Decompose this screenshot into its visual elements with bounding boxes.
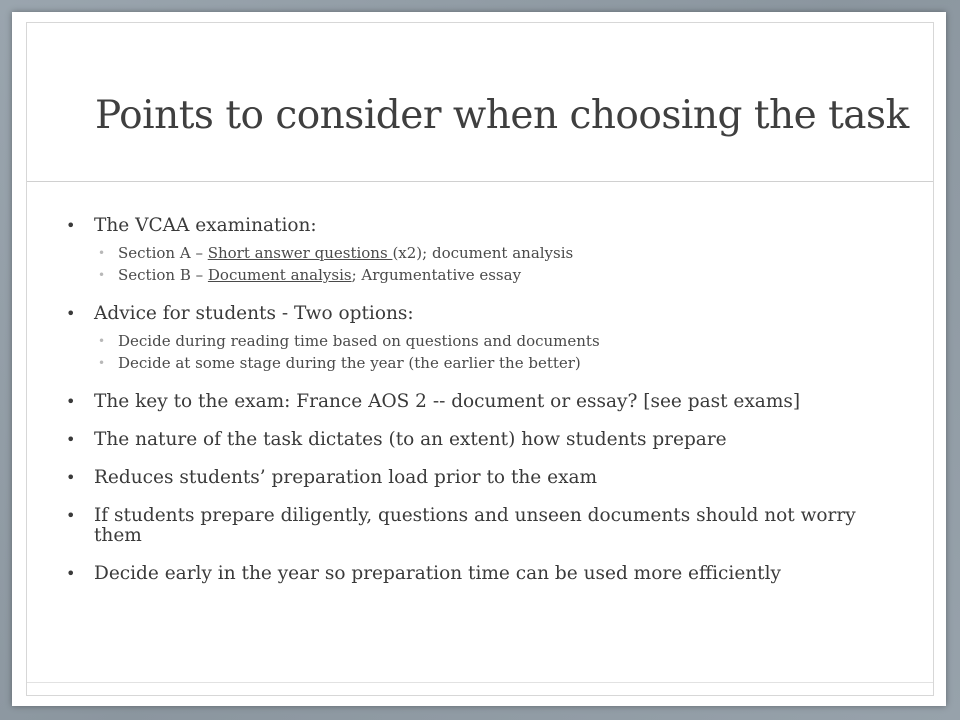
bullet-item [46,468,896,488]
slide [12,12,946,706]
bullet-marker: • [66,304,76,323]
sub-bullet-text: Decide at some stage during the year (the earlier the better) [118,354,581,372]
bullet-list [46,216,896,584]
bullet-text: Reduces students’ preparation load prior to the exam [94,467,598,488]
sub-bullet-marker: • [98,268,106,282]
sub-bullet-text: Document analysis [207,266,352,284]
bullet-marker: • [66,430,76,449]
sub-bullet-text: Decide during reading time based on questions and documents [118,332,600,350]
sub-bullet-list [94,330,896,374]
bullet-item [46,216,896,286]
sub-bullet-marker: • [98,246,106,260]
bullet-marker: • [66,216,76,235]
sub-bullet-text: Short answer questions [207,244,393,262]
sub-bullet-text: Section A – [118,244,208,262]
bullet-text: The VCAA examination: [94,215,317,236]
bullet-item [46,564,896,584]
sub-bullet-marker: • [98,356,106,370]
bullet-item [46,392,896,412]
bullet-text: The key to the exam: France AOS 2 -- document or essay? [see past exams] [94,391,801,412]
title-area [27,23,933,182]
sub-bullet-text: ; Argumentative essay [351,266,522,284]
bullet-item [46,506,896,546]
sub-bullet-marker: • [98,334,106,348]
footer-divider [27,682,933,683]
slide-content [46,216,896,602]
sub-bullet-list [94,242,896,286]
bullet-marker: • [66,392,76,411]
bullet-text: Advice for students - Two options: [94,303,414,324]
bullet-item [46,430,896,450]
bullet-text: If students prepare diligently, questions and unseen documents should not worry them [94,505,856,546]
slide-title: Points to consider when choosing the task [95,93,909,138]
sub-bullet-item [94,242,896,264]
sub-bullet-item [94,264,896,286]
bullet-marker: • [66,468,76,487]
sub-bullet-item [94,352,896,374]
bullet-marker: • [66,506,76,525]
bullet-text: The nature of the task dictates (to an extent) how students prepare [94,429,727,450]
sub-bullet-text: (x2); document analysis [392,244,574,262]
bullet-item [46,304,896,374]
bullet-marker: • [66,564,76,583]
sub-bullet-item [94,330,896,352]
sub-bullet-text: Section B – [118,266,208,284]
bullet-text: Decide early in the year so preparation time can be used more efficiently [94,563,781,584]
